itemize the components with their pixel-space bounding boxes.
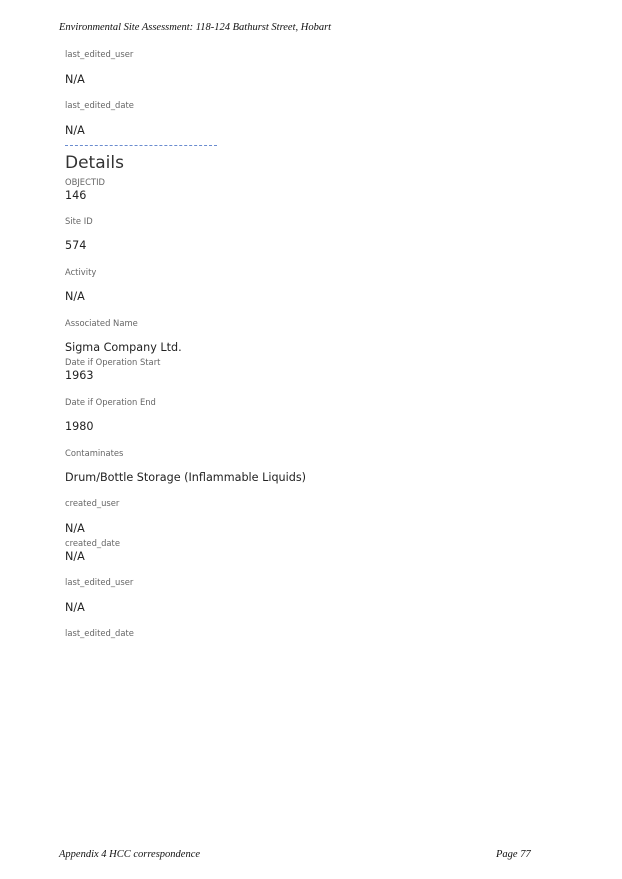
- field-label-activity: Activity: [65, 267, 97, 277]
- section-title: Details: [65, 153, 124, 173]
- field-label-objectid: OBJECTID: [65, 177, 105, 187]
- field-label-operation-end: Date if Operation End: [65, 397, 156, 407]
- field-value-objectid: 146: [65, 189, 87, 202]
- field-label-contaminates: Contaminates: [65, 448, 124, 458]
- section-divider: [65, 145, 217, 146]
- field-value-last-edited-user: N/A: [65, 73, 85, 86]
- page-number: Page 77: [496, 849, 531, 860]
- field-value-operation-start: 1963: [65, 369, 94, 382]
- footer-left: Appendix 4 HCC correspondence: [59, 849, 201, 860]
- field-label-created-user: created_user: [65, 498, 120, 508]
- field-label-created-date: created_date: [65, 538, 120, 548]
- field-label-last-edited-date: last_edited_date: [65, 100, 134, 110]
- field-label-last-edited-date-2: last_edited_date: [65, 628, 134, 638]
- page-header: Environmental Site Assessment: 118-124 Bathurst Street, Hobart: [59, 22, 332, 33]
- field-value-operation-end: 1980: [65, 420, 94, 433]
- field-label-site-id: Site ID: [65, 216, 93, 226]
- field-label-last-edited-user-2: last_edited_user: [65, 577, 134, 587]
- field-value-associated-name: Sigma Company Ltd.: [65, 341, 182, 354]
- field-label-operation-start: Date if Operation Start: [65, 357, 161, 367]
- field-label-last-edited-user: last_edited_user: [65, 49, 134, 59]
- field-value-created-user: N/A: [65, 522, 85, 535]
- field-value-created-date: N/A: [65, 550, 85, 563]
- field-value-last-edited-user-2: N/A: [65, 601, 85, 614]
- field-value-last-edited-date: N/A: [65, 124, 85, 137]
- field-value-contaminates: Drum/Bottle Storage (Inflammable Liquids): [65, 471, 307, 484]
- field-value-activity: N/A: [65, 290, 85, 303]
- field-label-associated-name: Associated Name: [65, 318, 138, 328]
- field-value-site-id: 574: [65, 239, 87, 252]
